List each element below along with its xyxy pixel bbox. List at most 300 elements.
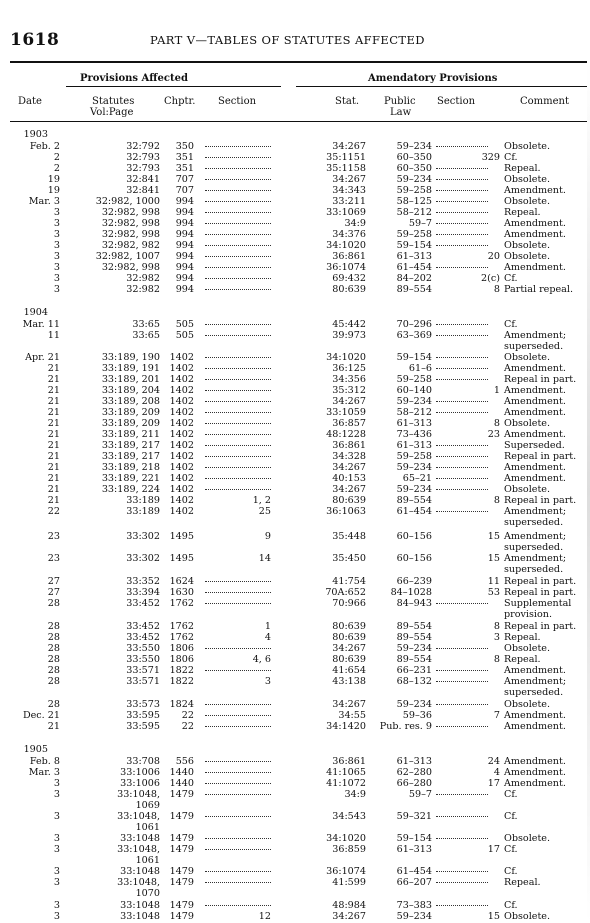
section-cell	[205, 407, 271, 418]
comment-cell: Repeal.	[504, 632, 541, 643]
chapter-cell: 1479	[169, 789, 194, 800]
table-row	[0, 833, 590, 844]
stat-cell: 34:267	[332, 699, 366, 710]
statutes-cell: 33:189, 190	[101, 352, 160, 363]
date-cell: Mar. 3	[28, 767, 60, 778]
date-cell: 28	[47, 643, 60, 654]
date-cell: 3	[53, 833, 60, 844]
stat-cell: 34:267	[332, 396, 366, 407]
comment-cell: Amendment.	[504, 721, 566, 732]
stat-cell: 80:639	[332, 654, 366, 665]
stat-cell: 80:639	[332, 632, 366, 643]
date-cell: 3	[53, 251, 60, 262]
comment-cell: provision.	[504, 609, 552, 620]
stat-cell: 36:861	[332, 251, 366, 262]
table-row	[0, 609, 590, 620]
table-row	[0, 767, 590, 778]
comment-cell: Cf.	[504, 273, 518, 284]
statutes-cell: 33:708	[126, 756, 160, 767]
section-cell	[205, 900, 271, 911]
comment-cell: Obsolete.	[504, 699, 551, 710]
table-row	[0, 756, 590, 767]
section-cell	[205, 462, 271, 473]
comment-cell: Amendment.	[504, 185, 566, 196]
stat-cell: 41:754	[332, 576, 366, 587]
amendatory-provisions-rule	[296, 86, 590, 87]
section-cell	[205, 363, 271, 374]
date-cell: 3	[53, 229, 60, 240]
comment-cell: Supplemental	[504, 598, 572, 609]
table-row	[0, 676, 590, 687]
public-law-cell: 84–202	[396, 273, 432, 284]
chapter-cell: 994	[175, 262, 194, 273]
date-cell: Mar. 3	[28, 196, 60, 207]
public-law-cell: 63–369	[396, 330, 432, 341]
table-row	[0, 621, 590, 632]
date-cell: 21	[47, 484, 60, 495]
table-row	[0, 385, 590, 396]
date-cell: 27	[47, 587, 60, 598]
stat-cell: 35:1158	[326, 163, 366, 174]
date-cell: 3	[53, 218, 60, 229]
statutes-cell: 32:982	[126, 273, 160, 284]
statutes-cell: 33:1048	[120, 866, 160, 877]
date-cell: 21	[47, 429, 60, 440]
public-law-cell: 68–132	[396, 676, 432, 687]
comment-cell: superseded.	[504, 341, 564, 352]
statutes-cell: 33:1048,	[117, 877, 160, 888]
stat-cell: 34:267	[332, 643, 366, 654]
chapter-cell: 994	[175, 207, 194, 218]
comment-cell: Amendment.	[504, 429, 566, 440]
chapter-cell: 1479	[169, 866, 194, 877]
section-cell	[205, 721, 271, 732]
statutes-cell: 32:982, 1000	[95, 196, 160, 207]
comment-cell: Repeal.	[504, 654, 541, 665]
date-cell: 21	[47, 473, 60, 484]
statutes-cell: 33:189, 204	[101, 385, 160, 396]
stat-cell: 34:328	[332, 451, 366, 462]
table-row	[0, 141, 590, 152]
public-law-cell: 59–234	[396, 643, 432, 654]
stat-cell: 34:55	[338, 710, 366, 721]
comment-cell: Cf.	[504, 789, 518, 800]
table-row	[0, 911, 590, 922]
date-cell: 2	[53, 163, 60, 174]
comment-cell: superseded.	[504, 564, 564, 575]
chapter-cell: 994	[175, 284, 194, 295]
amend-section-cell	[436, 877, 500, 888]
statutes-cell: 32:793	[126, 152, 160, 163]
statutes-cell: 33:1006	[120, 767, 160, 778]
stat-cell: 33:1069	[326, 207, 366, 218]
stat-cell: 35:312	[332, 385, 366, 396]
comment-cell: Obsolete.	[504, 418, 551, 429]
section-cell	[205, 229, 271, 240]
comment-cell: Obsolete.	[504, 174, 551, 185]
stat-cell: 80:639	[332, 495, 366, 506]
amend-section-cell: 17	[487, 844, 500, 855]
table-row	[0, 699, 590, 710]
public-law-cell: 89–554	[396, 632, 432, 643]
date-cell: 27	[47, 576, 60, 587]
table-row	[0, 721, 590, 732]
chapter-cell: 1402	[169, 352, 194, 363]
public-law-cell: 60–350	[396, 152, 432, 163]
table-row	[0, 900, 590, 911]
chapter-cell: 1402	[169, 484, 194, 495]
statutes-cell: 33:189	[126, 506, 160, 517]
date-cell: 28	[47, 598, 60, 609]
stat-cell: 36:1074	[326, 866, 366, 877]
statutes-cell: 33:302	[126, 531, 160, 542]
stat-cell: 34:267	[332, 174, 366, 185]
chapter-cell: 1479	[169, 900, 194, 911]
amend-section-cell: 1	[493, 385, 500, 396]
amend-section-cell	[436, 866, 500, 877]
table-row	[0, 284, 590, 295]
date-cell: 21	[47, 374, 60, 385]
statutes-cell: 32:982, 998	[101, 207, 160, 218]
date-cell: 3	[53, 240, 60, 251]
chapter-cell: 1402	[169, 374, 194, 385]
column-header-law: Law	[390, 107, 412, 118]
chapter-cell: 1479	[169, 911, 194, 922]
comment-cell: Repeal.	[504, 877, 541, 888]
statutes-cell: 33:1048,	[117, 844, 160, 855]
comment-cell: Repeal.	[504, 163, 541, 174]
date-cell: 21	[47, 451, 60, 462]
table-row	[0, 196, 590, 207]
chapter-cell: 1624	[169, 576, 194, 587]
table-row	[0, 632, 590, 643]
comment-cell: Amendment;	[504, 531, 567, 542]
section-cell	[205, 451, 271, 462]
public-law-cell: 70–296	[396, 319, 432, 330]
table-row	[0, 462, 590, 473]
section-cell	[205, 767, 271, 778]
statutes-cell: 32:982	[126, 284, 160, 295]
chapter-cell: 1402	[169, 429, 194, 440]
column-header-section2: Section	[437, 96, 476, 107]
amend-section-cell	[436, 506, 500, 517]
stat-cell: 34:267	[332, 484, 366, 495]
date-cell: 3	[53, 811, 60, 822]
comment-cell: Amendment.	[504, 767, 566, 778]
table-row	[0, 152, 590, 163]
section-cell: 1, 2	[252, 495, 271, 506]
stat-cell: 34:267	[332, 462, 366, 473]
amend-section-cell	[436, 833, 500, 844]
statutes-cell: 33:571	[126, 665, 160, 676]
public-law-cell: 59–154	[396, 833, 432, 844]
chapter-cell: 1495	[169, 531, 194, 542]
chapter-cell: 1762	[169, 632, 194, 643]
date-cell: 3	[53, 284, 60, 295]
amend-section-cell: 8	[493, 418, 500, 429]
amend-section-cell	[436, 240, 500, 251]
section-cell: 3	[264, 676, 271, 687]
section-cell	[205, 756, 271, 767]
section-cell	[205, 284, 271, 295]
amend-section-cell	[436, 185, 500, 196]
section-cell	[205, 699, 271, 710]
amend-section-cell	[436, 319, 500, 330]
public-law-cell: 60–140	[396, 385, 432, 396]
column-header-stat: Stat.	[335, 96, 360, 107]
public-law-cell: 59–7	[408, 218, 432, 229]
comment-cell: Obsolete.	[504, 251, 551, 262]
public-law-cell: 59–234	[396, 174, 432, 185]
amend-section-cell	[436, 163, 500, 174]
date-cell: 3	[53, 207, 60, 218]
table-row	[0, 363, 590, 374]
amend-section-cell	[436, 352, 500, 363]
amend-section-cell: 7	[493, 710, 500, 721]
chapter-cell: 994	[175, 196, 194, 207]
date-cell: 3	[53, 900, 60, 911]
date-cell: Feb. 8	[29, 756, 60, 767]
stat-cell: 36:1074	[326, 262, 366, 273]
amend-section-cell	[436, 699, 500, 710]
stat-cell: 34:343	[332, 185, 366, 196]
amend-section-cell: 15	[487, 911, 500, 922]
date-cell: 3	[53, 789, 60, 800]
public-law-cell: 73–436	[396, 429, 432, 440]
amend-section-cell	[436, 374, 500, 385]
section-cell	[205, 207, 271, 218]
stat-cell: 36:861	[332, 756, 366, 767]
comment-cell: Partial repeal.	[504, 284, 574, 295]
section-cell	[205, 484, 271, 495]
date-cell: 21	[47, 407, 60, 418]
section-cell	[205, 152, 271, 163]
chapter-cell: 1630	[169, 587, 194, 598]
public-law-cell: 59–7	[408, 789, 432, 800]
amend-section-cell	[436, 262, 500, 273]
amend-section-cell: 24	[487, 756, 500, 767]
section-cell	[205, 352, 271, 363]
amend-section-cell: 8	[493, 284, 500, 295]
table-row	[0, 429, 590, 440]
statutes-cell: 32:793	[126, 163, 160, 174]
comment-cell: Cf.	[504, 319, 518, 330]
amend-section-cell: 53	[487, 587, 500, 598]
chapter-cell: 351	[175, 152, 194, 163]
statutes-cell: 33:394	[126, 587, 160, 598]
public-law-cell: 59–154	[396, 352, 432, 363]
statutes-cell: 33:595	[126, 710, 160, 721]
stat-cell: 70:966	[332, 598, 366, 609]
comment-cell: Amendment.	[504, 262, 566, 273]
statutes-cell: 1069	[135, 800, 160, 811]
public-law-cell: 62–280	[396, 767, 432, 778]
column-header-chapter: Chptr.	[164, 96, 196, 107]
table-row	[0, 341, 590, 352]
stat-cell: 34:1020	[326, 240, 366, 251]
table-row	[0, 553, 590, 564]
public-law-cell: 65–21	[402, 473, 432, 484]
date-cell: 22	[47, 506, 60, 517]
public-law-cell: 59–234	[396, 396, 432, 407]
public-law-cell: 89–554	[396, 284, 432, 295]
stat-cell: 41:599	[332, 877, 366, 888]
amend-section-cell: 3	[493, 632, 500, 643]
statutes-cell: 33:352	[126, 576, 160, 587]
amend-section-cell	[436, 676, 500, 687]
table-row	[0, 866, 590, 877]
statutes-cell: 33:452	[126, 598, 160, 609]
chapter-cell: 1402	[169, 396, 194, 407]
statutes-cell: 33:189, 217	[101, 440, 160, 451]
public-law-cell: 73–383	[396, 900, 432, 911]
date-cell: Apr. 21	[25, 352, 60, 363]
stat-cell: 36:859	[332, 844, 366, 855]
chapter-cell: 505	[175, 319, 194, 330]
chapter-cell: 1402	[169, 385, 194, 396]
date-cell: 21	[47, 721, 60, 732]
date-cell: 3	[53, 778, 60, 789]
statutes-cell: 33:189	[126, 495, 160, 506]
chapter-cell: 1762	[169, 598, 194, 609]
chapter-cell: 994	[175, 251, 194, 262]
amend-section-cell	[436, 721, 500, 732]
statutes-cell: 32:982, 982	[101, 240, 160, 251]
comment-cell: Repeal.	[504, 207, 541, 218]
section-cell	[205, 643, 271, 654]
statutes-cell: 33:65	[132, 330, 160, 341]
date-cell: 23	[47, 531, 60, 542]
date-cell: 21	[47, 462, 60, 473]
amend-section-cell: 17	[487, 778, 500, 789]
stat-cell: 48:1228	[326, 429, 366, 440]
section-cell: 9	[264, 531, 271, 542]
public-law-cell: 66–231	[396, 665, 432, 676]
stat-cell: 33:211	[332, 196, 366, 207]
chapter-cell: 1402	[169, 451, 194, 462]
date-cell: 2	[53, 152, 60, 163]
comment-cell: Obsolete.	[504, 484, 551, 495]
amend-section-cell: 23	[487, 429, 500, 440]
public-law-cell: 89–554	[396, 654, 432, 665]
comment-cell: Repeal in part.	[504, 621, 577, 632]
stat-cell: 34:376	[332, 229, 366, 240]
table-row	[0, 800, 590, 811]
public-law-cell: Pub. res. 9	[379, 721, 432, 732]
column-header-public: Public	[384, 96, 416, 107]
date-cell: 28	[47, 632, 60, 643]
amend-section-cell: 15	[487, 553, 500, 564]
table-row	[0, 598, 590, 609]
stat-cell: 34:1420	[326, 721, 366, 732]
table-row	[0, 396, 590, 407]
section-cell	[205, 877, 271, 888]
table-row	[0, 185, 590, 196]
stat-cell: 45:442	[332, 319, 366, 330]
public-law-cell: 59–154	[396, 240, 432, 251]
date-cell: 3	[53, 866, 60, 877]
section-cell	[205, 473, 271, 484]
amend-section-cell	[436, 141, 500, 152]
comment-cell: Amendment.	[504, 462, 566, 473]
public-law-cell: 61–313	[396, 756, 432, 767]
statutes-cell: 33:1048	[120, 833, 160, 844]
section-cell	[205, 418, 271, 429]
table-row	[0, 330, 590, 341]
amend-section-cell: 20	[487, 251, 500, 262]
chapter-cell: 1402	[169, 506, 194, 517]
statutes-cell: 33:550	[126, 654, 160, 665]
stat-cell: 34:1020	[326, 833, 366, 844]
table-row	[0, 844, 590, 855]
table-row	[0, 531, 590, 542]
amend-section-cell	[436, 789, 500, 800]
public-law-cell: 59–234	[396, 462, 432, 473]
chapter-cell: 1402	[169, 440, 194, 451]
table-row	[0, 129, 590, 140]
public-law-cell: 61–454	[396, 262, 432, 273]
table-row	[0, 687, 590, 698]
section-cell	[205, 163, 271, 174]
stat-cell: 69:432	[332, 273, 366, 284]
amend-section-cell	[436, 174, 500, 185]
column-header-date: Date	[18, 96, 42, 107]
table-row	[0, 319, 590, 330]
public-law-cell: 66–280	[396, 778, 432, 789]
table-row	[0, 440, 590, 451]
section-cell	[205, 778, 271, 789]
table-row	[0, 484, 590, 495]
stat-cell: 33:1059	[326, 407, 366, 418]
table-row	[0, 418, 590, 429]
section-cell	[205, 576, 271, 587]
section-cell	[205, 141, 271, 152]
section-cell	[205, 833, 271, 844]
public-law-cell: 61–6	[408, 363, 432, 374]
statutes-cell: 33:65	[132, 319, 160, 330]
comment-cell: Amendment.	[504, 218, 566, 229]
section-cell	[205, 251, 271, 262]
statutes-cell: 32:982, 998	[101, 262, 160, 273]
date-cell: 21	[47, 363, 60, 374]
public-law-cell: 59–234	[396, 141, 432, 152]
date-cell: 3	[53, 911, 60, 922]
chapter-cell: 1402	[169, 495, 194, 506]
stat-cell: 80:639	[332, 284, 366, 295]
statutes-cell: 33:1048	[120, 911, 160, 922]
comment-cell: Repeal in part.	[504, 495, 577, 506]
table-row	[0, 564, 590, 575]
table-row	[0, 374, 590, 385]
table-row	[0, 877, 590, 888]
amend-section-cell	[436, 665, 500, 676]
comment-cell: Obsolete.	[504, 352, 551, 363]
stat-cell: 34:543	[332, 811, 366, 822]
stat-cell: 43:138	[332, 676, 366, 687]
chapter-cell: 1479	[169, 877, 194, 888]
chapter-cell: 994	[175, 273, 194, 284]
comment-cell: Amendment.	[504, 363, 566, 374]
date-cell: 28	[47, 621, 60, 632]
table-row	[0, 576, 590, 587]
stat-cell: 70A:652	[325, 587, 366, 598]
statutes-cell: 33:1048	[120, 900, 160, 911]
table-row	[0, 451, 590, 462]
comment-cell: Amendment;	[504, 330, 567, 341]
date-cell: 3	[53, 262, 60, 273]
column-header-comment: Comment	[520, 96, 570, 107]
stat-cell: 80:639	[332, 621, 366, 632]
